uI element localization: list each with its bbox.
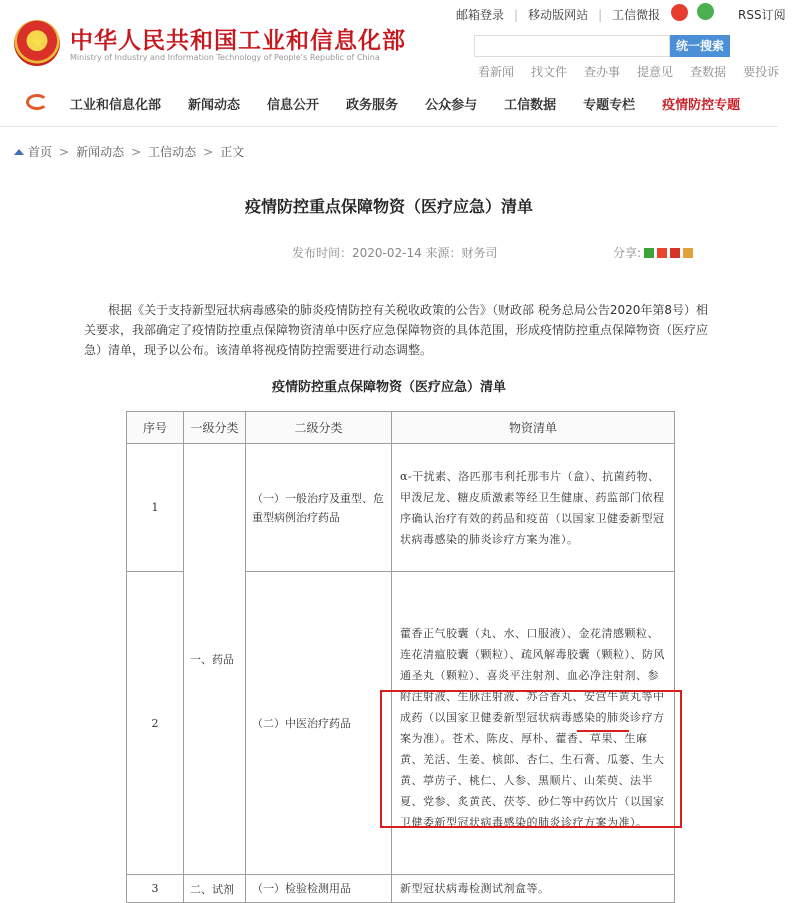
quick-link-files[interactable]: 找文件 xyxy=(531,65,568,79)
breadcrumb-news[interactable]: 新闻动态 xyxy=(76,145,125,159)
breadcrumb-mii-news[interactable]: 工信动态 xyxy=(148,145,197,159)
highlight-box xyxy=(380,690,682,828)
nav-item-disclosure[interactable]: 信息公开 xyxy=(267,98,320,113)
quick-link-services[interactable]: 查办事 xyxy=(584,65,621,79)
home-icon xyxy=(14,149,24,155)
divider: | xyxy=(514,8,519,22)
nav-item-ministry[interactable]: 工业和信息化部 xyxy=(70,98,162,113)
row-cat1: 二、试剂 xyxy=(184,875,246,903)
breadcrumb-separator: > xyxy=(203,145,214,159)
quick-link-data[interactable]: 查数据 xyxy=(690,65,727,79)
weibo-share-icon[interactable] xyxy=(657,248,667,258)
row-cat2: （一）一般治疗及重型、危重型病例治疗药品 xyxy=(246,444,392,572)
header-no: 序号 xyxy=(127,412,184,444)
row-no: 2 xyxy=(127,572,184,875)
search-input[interactable] xyxy=(474,35,670,57)
article-meta: 发布时间：2020-02-14 来源：财务司 xyxy=(292,246,498,260)
breadcrumb-current: 正文 xyxy=(220,145,245,159)
header-cat1: 一级分类 xyxy=(184,412,246,444)
top-links xyxy=(456,6,660,23)
header-cat2: 二级分类 xyxy=(246,412,392,444)
breadcrumb xyxy=(14,143,244,160)
header-items: 物资清单 xyxy=(392,412,675,444)
nav-item-epidemic[interactable]: 疫情防控专题 xyxy=(662,98,741,113)
breadcrumb-separator: > xyxy=(59,145,70,159)
row-items: α-干扰素、洛匹那韦利托那韦片（盒）、抗菌药物、甲泼尼龙、糖皮质激素等经卫生健康、药监部门依程序确认治疗有效的药品和疫苗（以国家卫健委新型冠状病毒感染的肺炎诊疗方案为准）。 xyxy=(392,444,675,572)
nav-divider xyxy=(0,126,778,127)
mail-login-link[interactable]: 邮箱登录 xyxy=(456,8,505,22)
nav-item-special[interactable]: 专题专栏 xyxy=(583,98,636,113)
breadcrumb-separator: > xyxy=(131,145,142,159)
print-share-icon[interactable] xyxy=(683,248,693,258)
row-items: 新型冠状病毒检测试剂盒等。 xyxy=(392,875,675,903)
article-title: 疫情防控重点保障物资（医疗应急）清单 xyxy=(244,197,533,216)
wechat-icon[interactable] xyxy=(697,3,714,20)
table-row xyxy=(127,444,675,572)
quick-links xyxy=(478,63,796,80)
nav-item-data[interactable]: 工信数据 xyxy=(504,98,557,113)
mobile-site-link[interactable]: 移动版网站 xyxy=(528,8,589,22)
site-subtitle: Ministry of Industry and Information Technology of People’s Republic of China xyxy=(70,53,380,62)
supplies-table xyxy=(126,411,675,903)
table-row xyxy=(127,875,675,903)
weibo-icon[interactable] xyxy=(671,4,688,21)
search-button[interactable]: 统一搜索 xyxy=(670,35,730,57)
nav-item-services[interactable]: 政务服务 xyxy=(346,98,399,113)
site-title[interactable]: 中华人民共和国工业和信息化部 xyxy=(70,28,406,54)
quick-link-feedback[interactable]: 提意见 xyxy=(637,65,674,79)
pdf-share-icon[interactable] xyxy=(670,248,680,258)
emblem-star-icon: ★ xyxy=(29,32,45,51)
row-cat2: （一）检验检测用品 xyxy=(246,875,392,903)
share-label: 分享: xyxy=(613,246,642,260)
article-paragraph: 根据《关于支持新型冠状病毒感染的肺炎疫情防控有关税收政策的公告》（财政部 税务总局公告2020年第8号）相关要求，我部确定了疫情防控重点保障物资清单中医疗应急保障物资的具体范围，形成疫情防控重点保障物资（医疗应急）清单，现予以公布。该清单将视疫情防控需要进行动态调整。 xyxy=(84,303,709,357)
quick-link-complaint[interactable]: 要投诉 xyxy=(743,65,780,79)
row-cat2: （二）中医治疗药品 xyxy=(246,572,392,875)
nav-item-news[interactable]: 新闻动态 xyxy=(188,98,241,113)
row-cat1: 一、药品 xyxy=(184,444,246,875)
main-nav xyxy=(70,94,740,113)
share-bar xyxy=(613,244,693,261)
divider: | xyxy=(598,8,603,22)
quick-link-news[interactable]: 看新闻 xyxy=(478,65,515,79)
rss-link[interactable]: RSS订阅 xyxy=(738,8,786,22)
table-title: 疫情防控重点保障物资（医疗应急）清单 xyxy=(271,380,506,395)
breadcrumb-home[interactable]: 首页 xyxy=(28,145,53,159)
wechat-share-icon[interactable] xyxy=(644,248,654,258)
row-no: 3 xyxy=(127,875,184,903)
highlight-underline xyxy=(577,730,629,732)
row-items: 藿香正气胶囊（丸、水、口服液）、金花清感颗粒、连花清瘟胶囊（颗粒）、疏风解毒胶囊（颗粒）、防风通圣丸（颗粒）、喜炎平注射剂、血必净注射剂、参附注射液、生脉注射液、苏合香丸、安宫牛黄丸等中成药（以国家卫健委新型冠状病毒感染的肺炎诊疗方案为准）。苍术、陈皮、厚朴、藿香、草果、生麻黄、羌活、生姜、槟郎、杏仁、生石膏、瓜蒌、生大黄、葶苈子、桃仁、人参、黑顺片、山茱萸、法半夏、党参、炙黄芪、茯苓、砂仁等中药饮片（以国家卫健委新型冠状病毒感染的肺炎诊疗方案为准）。 xyxy=(392,572,675,875)
table-header-row xyxy=(127,412,675,444)
weibao-link[interactable]: 工信微报 xyxy=(612,8,661,22)
nav-item-participation[interactable]: 公众参与 xyxy=(425,98,478,113)
row-no: 1 xyxy=(127,444,184,572)
nav-logo-icon xyxy=(26,94,48,110)
